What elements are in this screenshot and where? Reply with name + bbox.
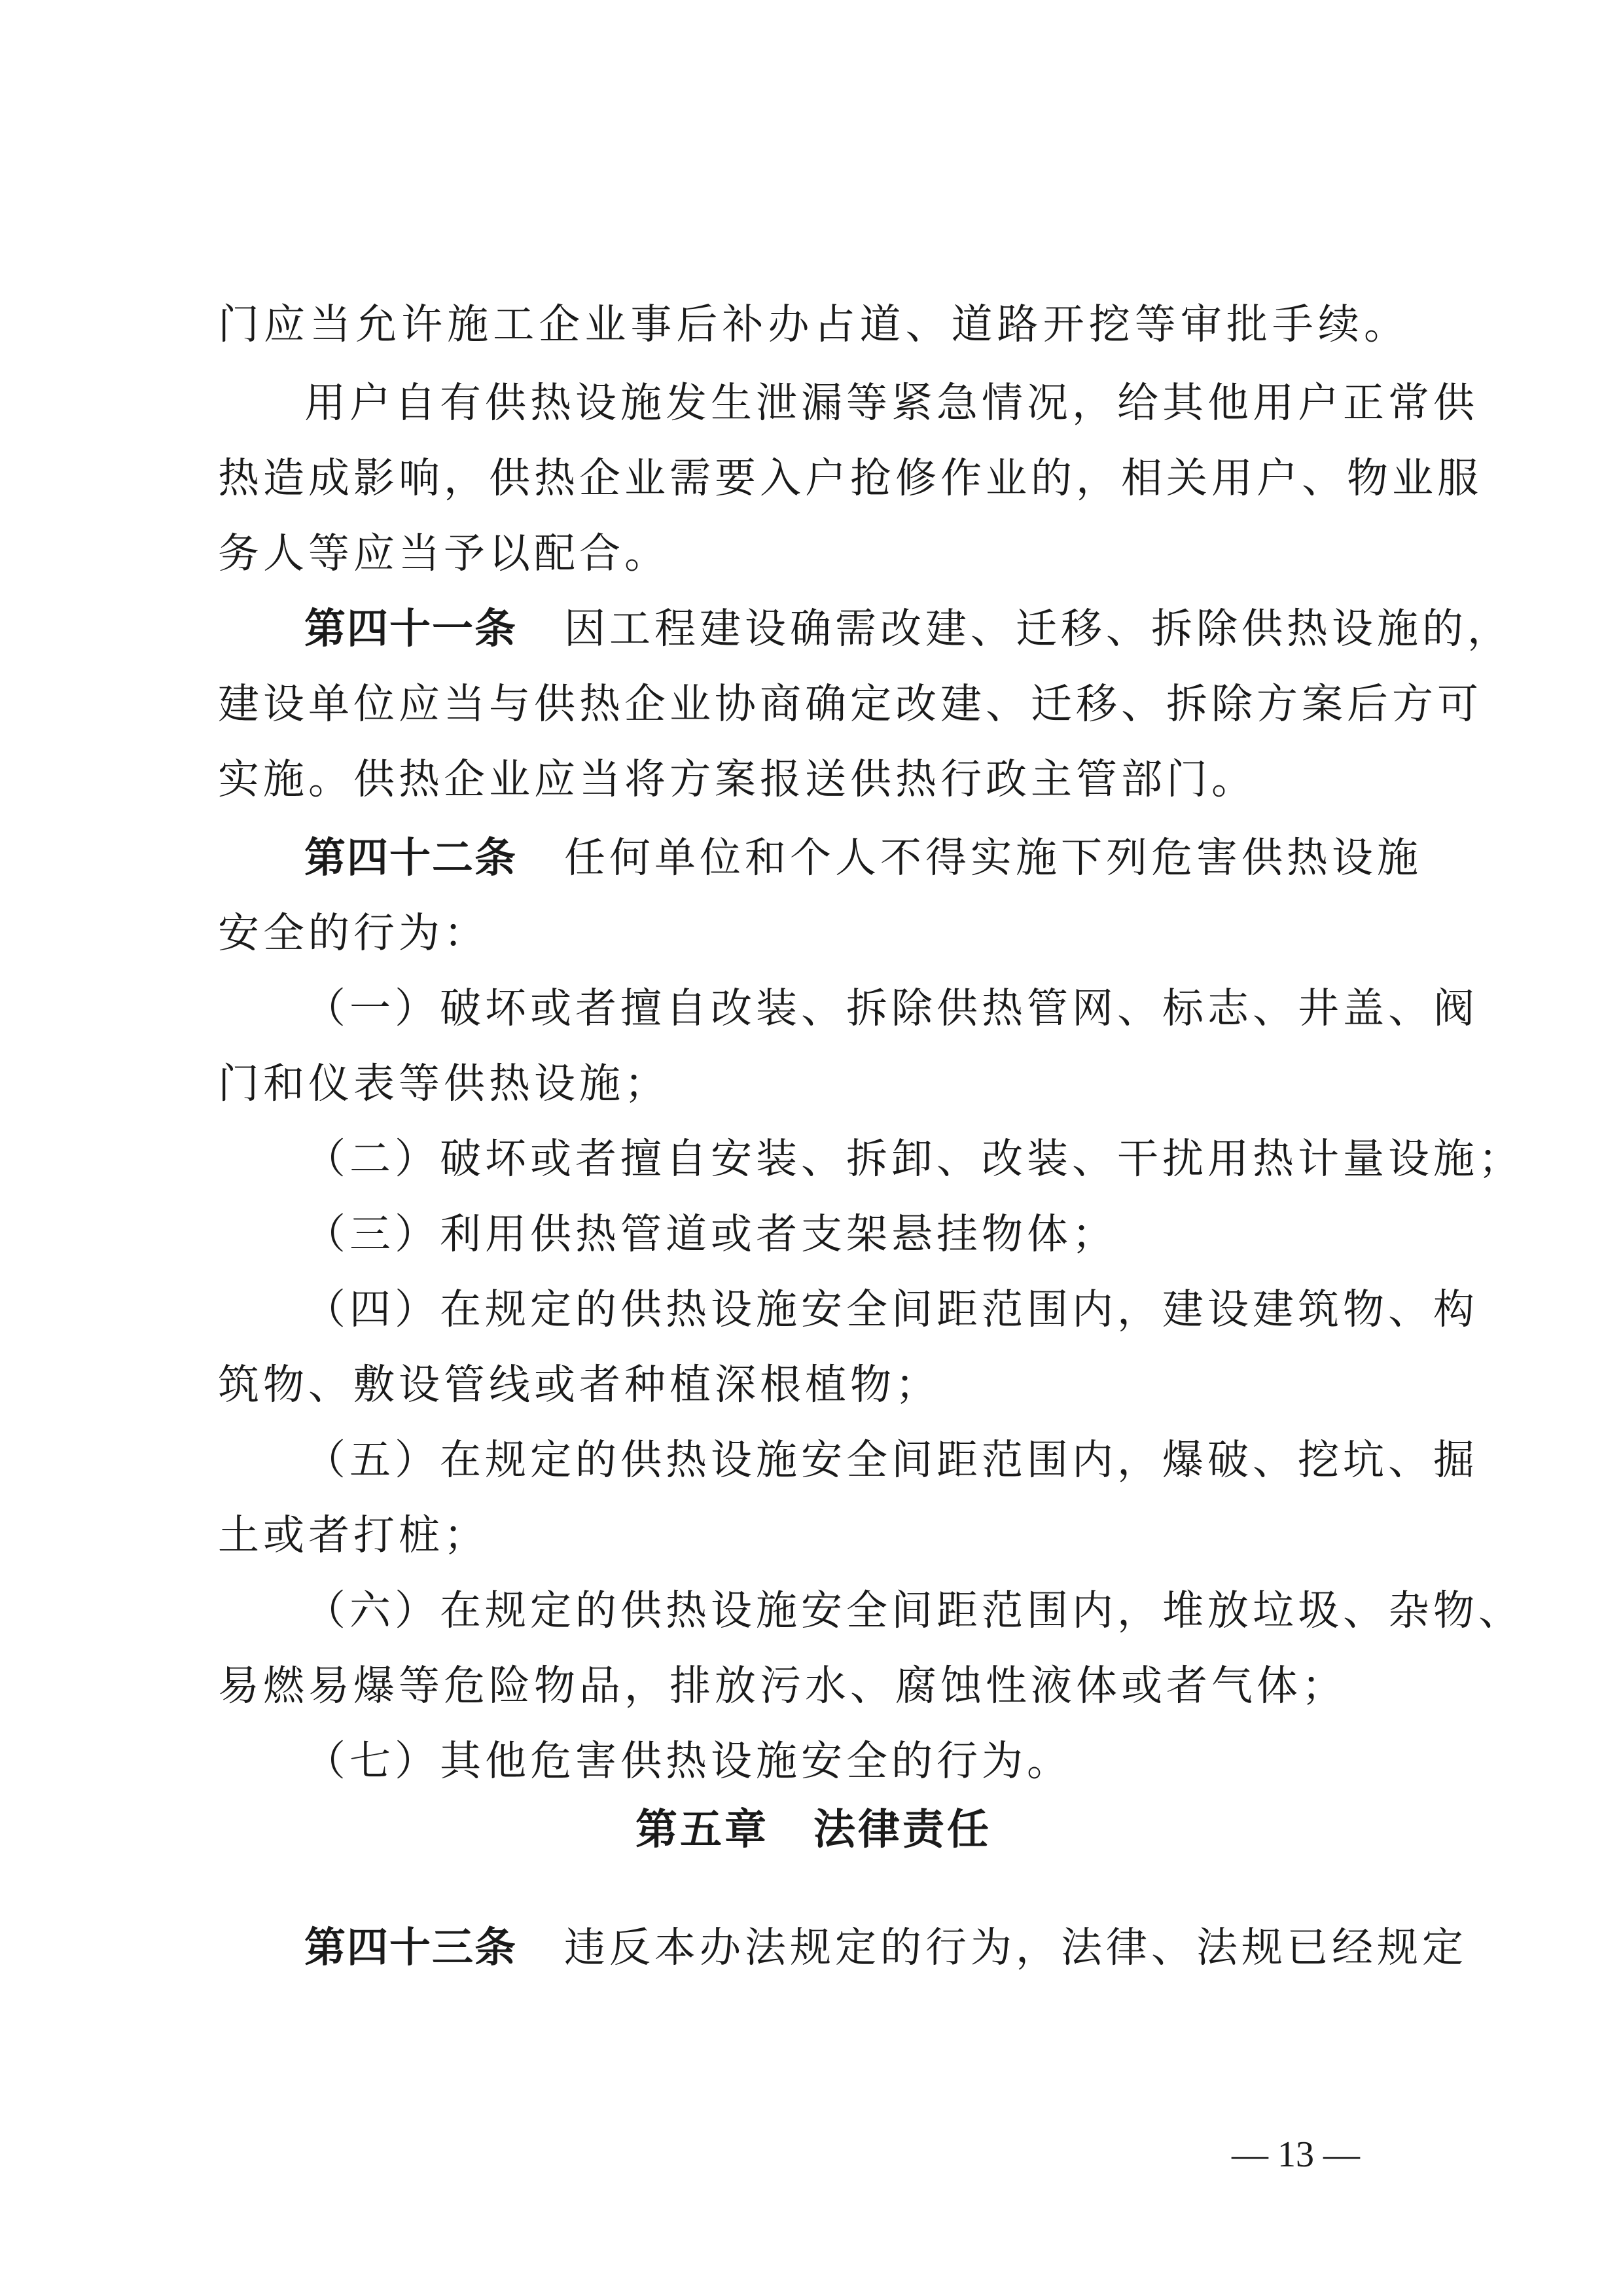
user-facilities-line-3: 务人等应当予以配合。 — [218, 529, 669, 577]
article-41-line-2: 建设单位应当与供热企业协商确定改建、迁移、拆除方案后方可 — [218, 680, 1482, 728]
article-42-item-2-line-1: （二）破坏或者擅自安装、拆卸、改装、干扰用热计量设施； — [304, 1135, 1524, 1183]
continuation-line-1: 门应当允许施工企业事后补办占道、道路开挖等审批手续。 — [218, 300, 1409, 348]
article-42-text: 任何单位和个人不得实施下列危害供热设施 — [564, 834, 1422, 882]
user-facilities-line-2: 热造成影响，供热企业需要入户抢修作业的，相关用户、物业服 — [218, 454, 1482, 502]
article-42-item-3-line-1: （三）利用供热管道或者支架悬挂物体； — [304, 1210, 1117, 1258]
article-42-item-1-line-1: （一）破坏或者擅自改装、拆除供热管网、标志、井盖、阀 — [304, 984, 1478, 1032]
article-43-number: 第四十三条 — [304, 1924, 517, 1971]
article-41-text: 因工程建设确需改建、迁移、拆除供热设施的， — [564, 605, 1512, 653]
page-number: — 13 — — [1232, 2134, 1360, 2175]
article-41-line-1 — [304, 592, 1512, 666]
article-42-item-6-line-1: （六）在规定的供热设施安全间距范围内，堆放垃圾、杂物、 — [304, 1587, 1524, 1634]
article-42-item-6-line-2: 易燃易爆等危险物品，排放污水、腐蚀性液体或者气体； — [218, 1662, 1347, 1710]
article-42-item-1-line-2: 门和仪表等供热设施； — [218, 1060, 669, 1107]
article-42-item-5-line-2: 土或者打桩； — [218, 1511, 489, 1559]
article-42-number: 第四十二条 — [304, 834, 517, 882]
article-43-text: 违反本办法规定的行为，法律、法规已经规定 — [564, 1924, 1467, 1971]
article-43-line-1 — [304, 1911, 1467, 1984]
chapter-heading: 第五章 法律责任 — [635, 1805, 991, 1854]
article-42-item-4-line-1: （四）在规定的供热设施安全间距范围内，建设建筑物、构 — [304, 1285, 1478, 1333]
article-42-item-5-line-1: （五）在规定的供热设施安全间距范围内，爆破、挖坑、掘 — [304, 1436, 1478, 1484]
article-42-line-2: 安全的行为： — [218, 909, 489, 957]
article-41-number: 第四十一条 — [304, 605, 517, 653]
article-41-line-3: 实施。供热企业应当将方案报送供热行政主管部门。 — [218, 755, 1257, 803]
article-42-line-1 — [304, 821, 1422, 895]
article-42-item-4-line-2: 筑物、敷设管线或者种植深根植物； — [218, 1361, 940, 1408]
user-facilities-line-1: 用户自有供热设施发生泄漏等紧急情况，给其他用户正常供 — [304, 379, 1478, 427]
article-42-item-7-line-1: （七）其他危害供热设施安全的行为。 — [304, 1737, 1072, 1785]
